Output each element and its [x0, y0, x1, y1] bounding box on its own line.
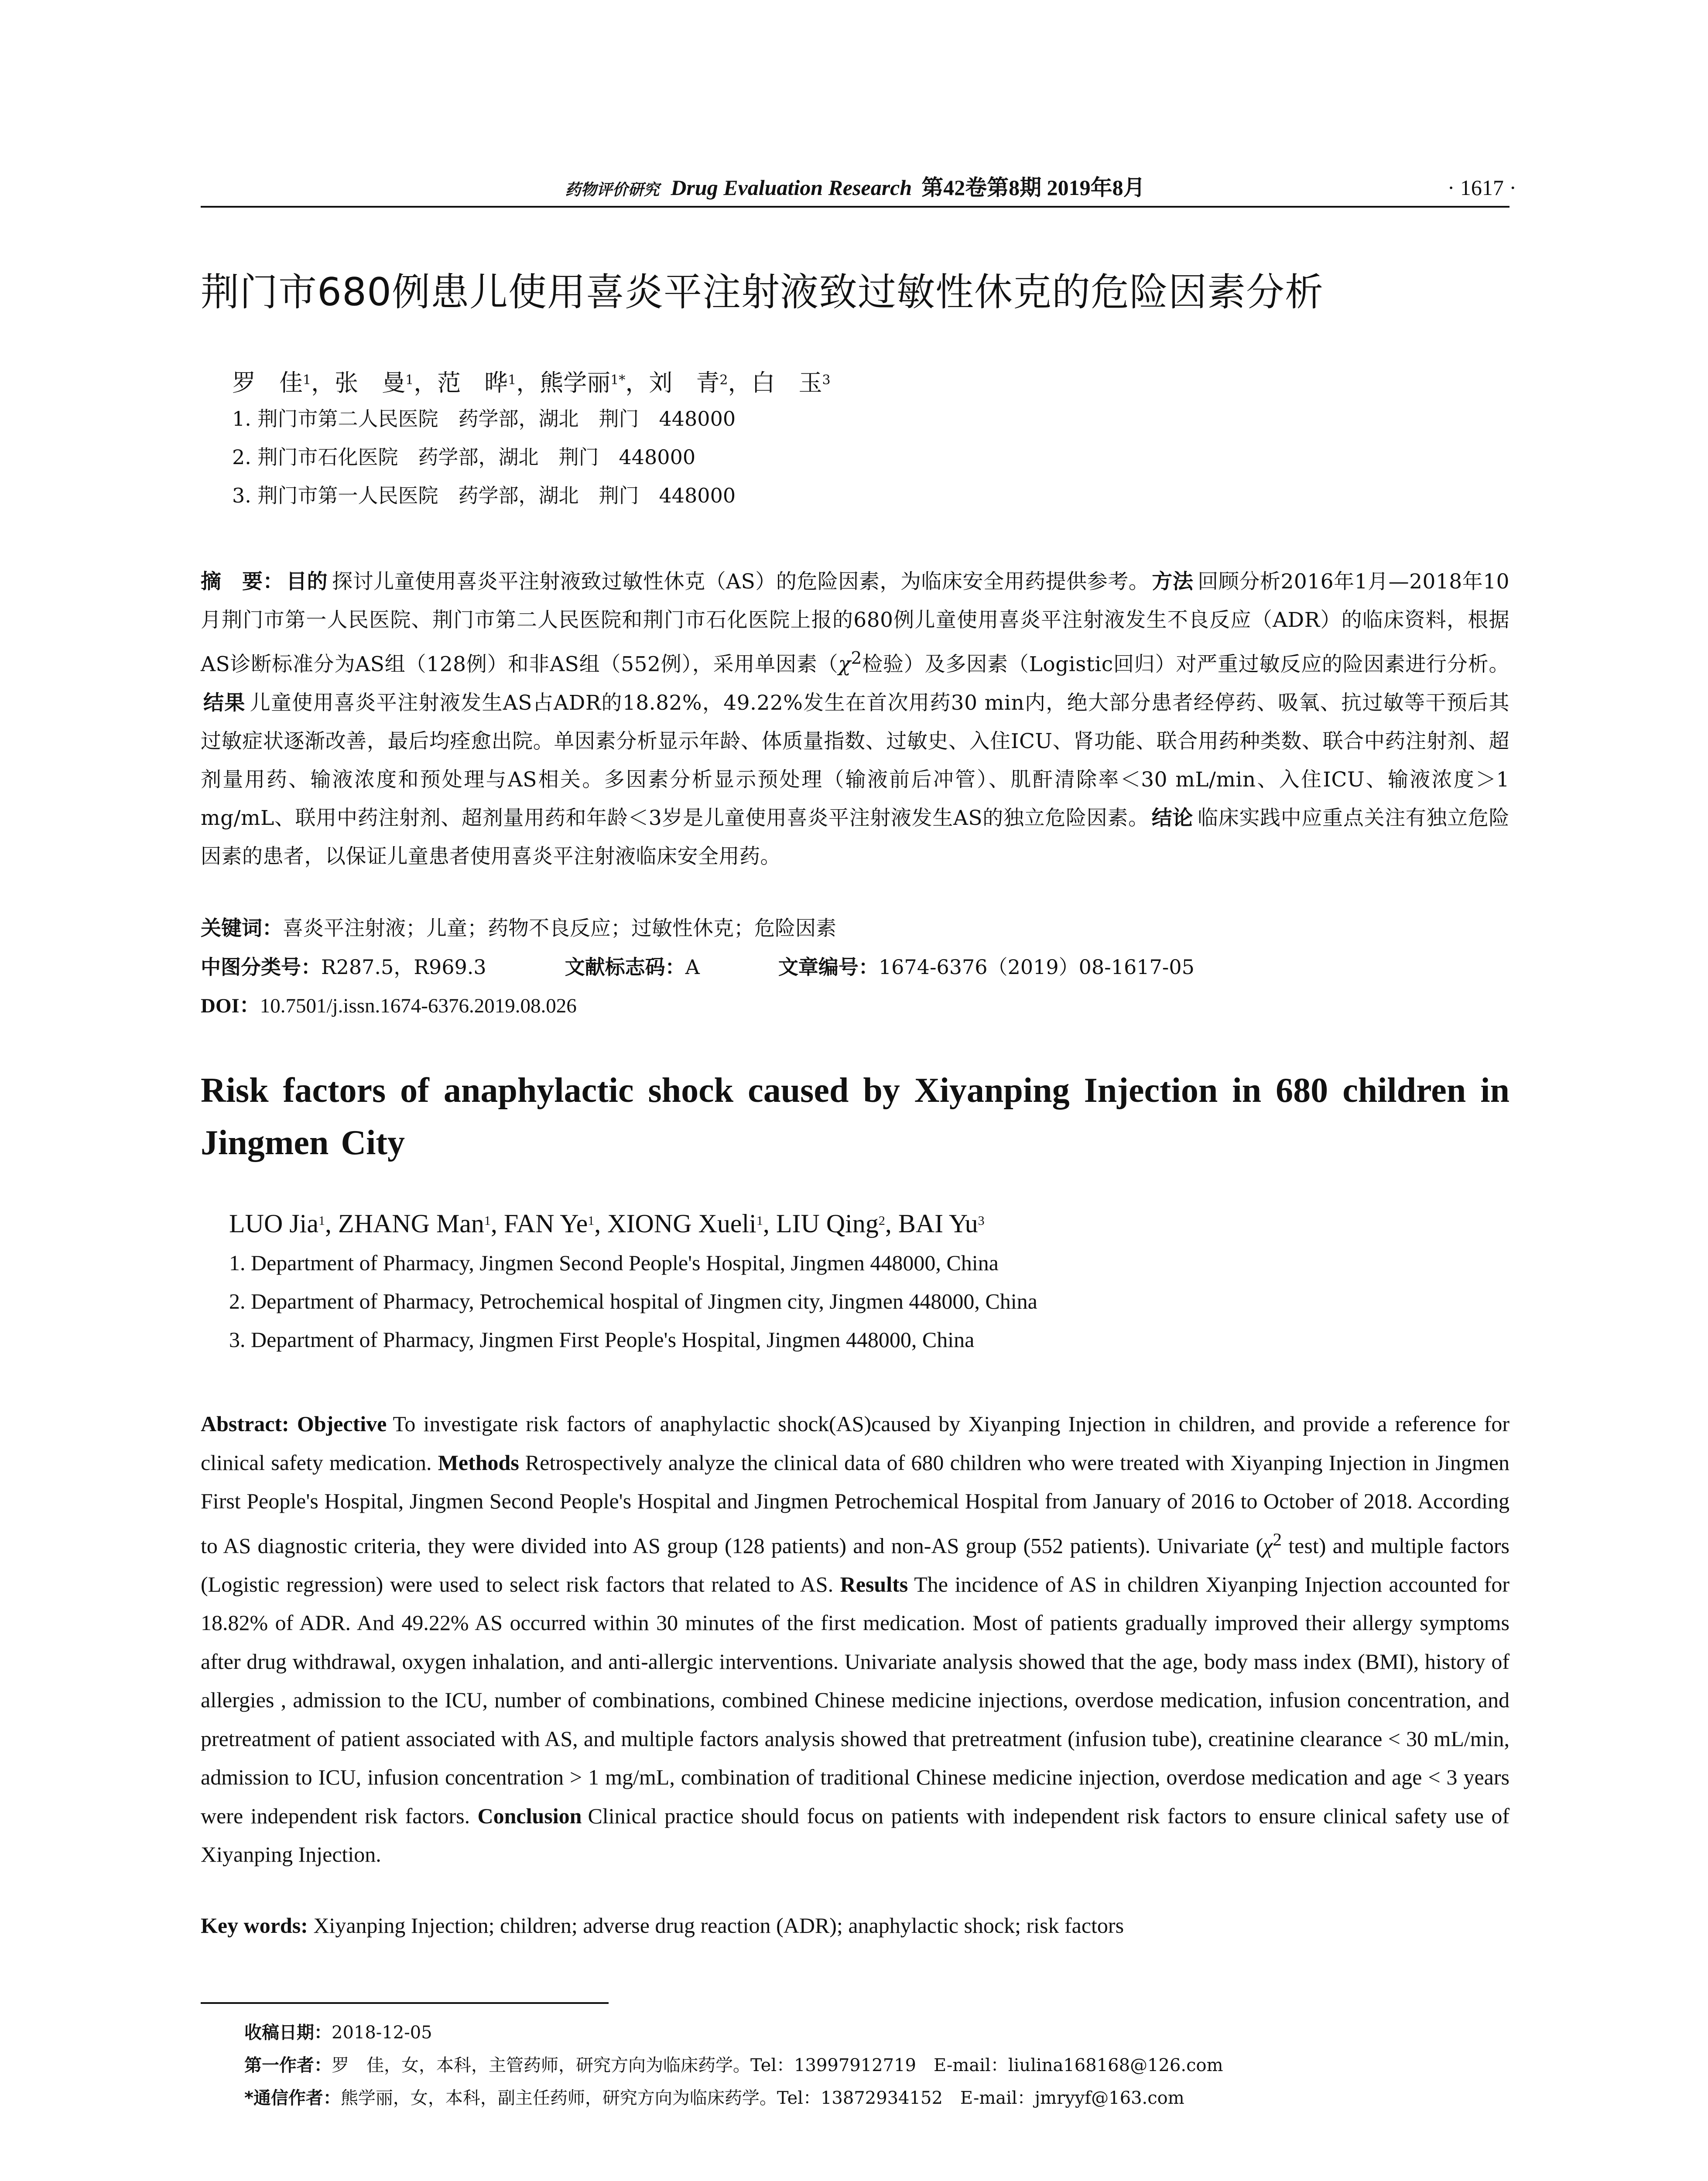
- clc-value: R287.5，R969.3: [321, 955, 486, 979]
- author-affil-sup: 1: [303, 373, 311, 388]
- results-text-en: The incidence of AS in children Xiyanping Injection accounted for 18.82% of ADR. And 49.22% AS occurred within 30 minutes of the first medication. Most of patients gradually improved their allergy symptoms after drug withdrawal, oxygen inhalation, and anti-allergic interventions. Univariate analysis showed that the age, body mass index (BMI), history of allergies , admission to the ICU, number of combinations, combined Chinese medicine injections, overdose medication, infusion concentration, and pretreatment of patient associated with AS, and multiple factors analysis showed that pretreatment (infusion tube), creatinine clearance < 30 mL/min, admission to ICU, infusion concentration > 1 mg/mL, combination of traditional Chinese medicine injection, overdose medication and age < 3 years were independent risk factors.: [201, 1572, 1510, 1828]
- chi-superscript: 2: [851, 649, 862, 668]
- received-date: 2018-12-05: [332, 2023, 432, 2043]
- conclusion-text-cn: 临床实践中应重点关注有独立危险因素的患者，以保证儿童患者使用喜炎平注射液临床安全用药。: [201, 806, 1510, 868]
- running-header-center: [201, 168, 1509, 209]
- doi-row: [201, 987, 1509, 1025]
- author-list-en: [229, 1204, 985, 1243]
- methods-text-en: Retrospectively analyze the clinical data of 680 children who were treated with Xiyanping Injection in Jingmen First People's Hospital, Jingmen Second People's Hospital and Jingmen Petrochemical Hospital from January of 2016 to October of 2018. According to AS diagnostic criteria, they were divided into AS group (128 patients) and non-AS group (552 patients). Univariate (: [201, 1450, 1510, 1558]
- methods-text-cn: 回顾分析2016年1月—2018年10月荆门市第一人民医院、荆门市第二人民医院和荆门市石化医院上报的680例儿童使用喜炎平注射液发生不良反应（ADR）的临床资料，根据AS诊断标准分为AS组（128例）和非AS组（552例），采用单因素（: [201, 570, 1510, 677]
- first-author-info: 罗 佳，女，本科，主管药师，研究方向为临床药学。Tel：13997912719 E-mail：liulina168168@126.com: [332, 2055, 1223, 2075]
- author-name: 张 曼: [335, 369, 406, 397]
- results-text-cn: 儿童使用喜炎平注射液发生AS占ADR的18.82%，49.22%发生在首次用药30 min内，绝大部分患者经停药、吸氧、抗过敏等干预后其过敏症状逐渐改善，最后均痊愈出院。单因素分析显示年龄、体质量指数、过敏史、入住ICU、肾功能、联合用药种类数、联合中药注射剂、超剂量用药、输液浓度和预处理与AS相关。多因素分析显示预处理（输液前后冲管）、肌酐清除率＜30 mL/min、入住ICU、输液浓度＞1 mg/mL、联用中药注射剂、超剂量用药和年龄＜3岁是儿童使用喜炎平注射液发生AS的独立危险因素。: [201, 691, 1509, 830]
- affiliation-cn-3: 3. 荆门市第一人民医院 药学部，湖北 荆门 448000: [232, 484, 736, 507]
- article-no-label: 文章编号：: [778, 955, 879, 979]
- author-name: ZHANG Man: [338, 1209, 484, 1238]
- author-separator: ,: [490, 1209, 504, 1238]
- author-name: 范 晔: [437, 369, 508, 397]
- affiliation-en-1: 1. Department of Pharmacy, Jingmen Second People's Hospital, Jingmen 448000, China: [229, 1251, 999, 1275]
- author-separator: ，: [311, 369, 335, 397]
- footnote-corresponding: [244, 2083, 1184, 2113]
- author-affil-sup: 1: [405, 373, 414, 388]
- results-label-en: Results: [840, 1572, 908, 1596]
- conclusion-text-en: Clinical practice should focus on patients with independent risk factors to ensure clinical safety use of Xiyanping Injection.: [201, 1803, 1509, 1867]
- footnote-rule: [201, 2002, 609, 2004]
- methods-label-cn: 方法: [1152, 570, 1194, 594]
- journal-logo: 药物评价研究: [565, 181, 660, 199]
- corresponding-info: 熊学丽，女，本科，副主任药师，研究方向为临床药学。Tel：13872934152 E-mail：jmryyf@163.com: [340, 2088, 1184, 2108]
- footnote-first-author: [244, 2050, 1223, 2081]
- doc-code-value: A: [685, 955, 700, 979]
- methods-text-cn-cont: 检验）及多因素（Logistic回归）对严重过敏反应的险因素进行分析。: [862, 652, 1509, 677]
- doi-value: 10.7501/j.issn.1674-6376.2019.08.026: [260, 995, 577, 1017]
- author-list-cn: [232, 366, 831, 400]
- author-affil-sup: 1: [588, 1214, 595, 1228]
- abstract-cn: [201, 563, 1509, 876]
- author-affil-sup: 1: [484, 1214, 491, 1228]
- author-affil-sup: 1*: [610, 373, 626, 388]
- author-separator: ,: [763, 1209, 776, 1238]
- chi-superscript: 2: [1273, 1529, 1282, 1550]
- running-header: [201, 168, 1516, 207]
- author-name: XIONG Xueli: [607, 1209, 756, 1238]
- author-separator: ,: [885, 1209, 898, 1238]
- author-affil-sup: 1: [318, 1214, 325, 1228]
- abstract-en-label: Abstract:: [201, 1412, 289, 1436]
- keywords-cn-label: 关键词：: [201, 916, 283, 940]
- journal-name-en: Drug Evaluation Research: [671, 175, 912, 200]
- author-separator: ，: [625, 369, 649, 397]
- conclusion-label-en: Conclusion: [477, 1803, 582, 1828]
- affiliation-cn-1: 1. 荆门市第二人民医院 药学部，湖北 荆门 448000: [232, 407, 736, 431]
- author-name: LIU Qing: [776, 1209, 879, 1238]
- keywords-cn-text: 喜炎平注射液；儿童；药物不良反应；过敏性休克；危险因素: [283, 916, 836, 940]
- author-separator: ，: [516, 369, 540, 397]
- author-affil-sup: 1: [756, 1214, 763, 1228]
- abstract-cn-label: 摘 要：: [201, 570, 284, 594]
- objective-label-en: Objective: [297, 1412, 387, 1436]
- methods-label-en: Methods: [438, 1450, 519, 1475]
- author-separator: ,: [594, 1209, 608, 1238]
- clc-label: 中图分类号：: [201, 955, 321, 979]
- issue-info: 第42卷第8期 2019年8月: [921, 175, 1145, 200]
- author-affil-sup: 2: [878, 1214, 885, 1228]
- methods-text-en-cont: test) and multiple factors (Logistic regression) were used to select risk factors that related to AS.: [201, 1533, 1509, 1596]
- keywords-en: [201, 1906, 1509, 1945]
- chi-symbol: χ: [1263, 1533, 1273, 1558]
- doc-code-label: 文献标志码：: [565, 955, 685, 979]
- conclusion-label-cn: 结论: [1151, 806, 1194, 830]
- author-affil-sup: 2: [719, 373, 728, 388]
- author-separator: ，: [728, 369, 752, 397]
- objective-text-cn: 探讨儿童使用喜炎平注射液致过敏性休克（AS）的危险因素，为临床安全用药提供参考。: [332, 570, 1150, 594]
- affiliation-en-3: 3. Department of Pharmacy, Jingmen First People's Hospital, Jingmen 448000, China: [229, 1327, 975, 1352]
- doi-label: DOI：: [201, 995, 260, 1017]
- objective-label-cn: 目的: [286, 570, 328, 594]
- author-name: FAN Ye: [503, 1209, 588, 1238]
- keywords-en-label: Key words:: [201, 1913, 308, 1938]
- author-separator: ，: [414, 369, 438, 397]
- keywords-en-text: Xiyanping Injection; children; adverse drug reaction (ADR); anaphylactic shock; risk factors: [313, 1913, 1124, 1938]
- objective-text-en: To investigate risk factors of anaphylactic shock(AS)caused by Xiyanping Injection in children, and provide a reference for clinical safety medication.: [201, 1412, 1509, 1475]
- affiliation-en-2: 2. Department of Pharmacy, Petrochemical hospital of Jingmen city, Jingmen 448000, China: [229, 1289, 1037, 1313]
- received-label: 收稿日期：: [244, 2023, 332, 2043]
- article-no-value: 1674-6376（2019）08-1617-05: [878, 955, 1195, 979]
- footnote-received: [244, 2017, 432, 2048]
- author-name: 白 玉: [751, 369, 822, 397]
- page-number: · 1617 ·: [1447, 175, 1516, 200]
- keywords-cn: [201, 909, 1509, 948]
- header-rule: [201, 206, 1509, 208]
- author-name: LUO Jia: [229, 1209, 318, 1238]
- article-title-en: Risk factors of anaphylactic shock caused by Xiyanping Injection in 680 children in Jingmen City: [201, 1071, 1509, 1162]
- affiliation-cn-2: 2. 荆门市石化医院 药学部，湖北 荆门 448000: [232, 445, 696, 469]
- author-affil-sup: 1: [508, 373, 517, 388]
- author-name: 刘 青: [649, 369, 720, 397]
- author-affil-sup: 3: [822, 373, 831, 388]
- corresponding-label: *通信作者：: [244, 2088, 341, 2108]
- author-affil-sup: 3: [978, 1214, 985, 1228]
- classification-row: [201, 948, 1509, 986]
- chi-symbol: χ: [838, 652, 851, 677]
- author-name: 熊学丽: [540, 369, 611, 397]
- author-name: 罗 佳: [232, 369, 303, 397]
- first-author-label: 第一作者：: [244, 2055, 332, 2075]
- author-separator: ,: [325, 1209, 338, 1238]
- results-label-cn: 结果: [203, 691, 246, 715]
- abstract-en: [201, 1405, 1509, 1874]
- article-title-cn: 荆门市680例患儿使用喜炎平注射液致过敏性休克的危险因素分析: [201, 270, 1324, 315]
- author-name: BAI Yu: [898, 1209, 978, 1238]
